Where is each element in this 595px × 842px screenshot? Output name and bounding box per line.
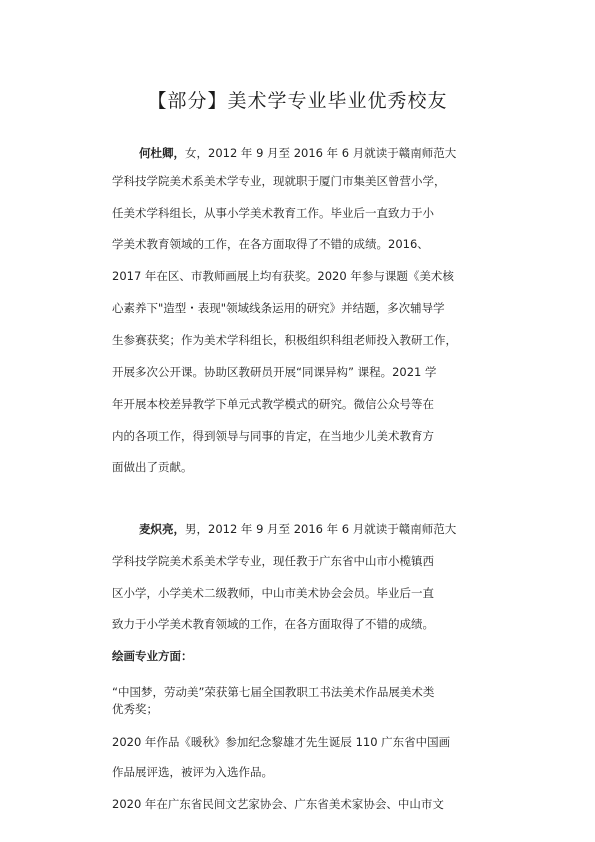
subheading: 绘画专业方面： bbox=[112, 649, 193, 663]
award-line: “中国梦，劳动美”荣获第七届全国教职工书法美术作品展美术类 bbox=[112, 685, 435, 699]
alumnus-name: 何杜卿， bbox=[139, 146, 185, 160]
paragraph-line: 生参赛获奖；作为美术学科组长，积极组织科组老师投入教研工作， bbox=[112, 333, 457, 347]
page-title: 【部分】美术学专业毕业优秀校友 bbox=[147, 90, 448, 112]
paragraph-line: 年开展本校差异教学下单元式教学模式的研究。微信公众号等在 bbox=[112, 397, 434, 411]
paragraph-line: 学美术教育领域的工作，在各方面取得了不错的成绩。2016、 bbox=[112, 237, 429, 251]
paragraph-line: 2017 年在区、市教师画展上均有获奖。2020 年参与课题《美术核 bbox=[112, 269, 454, 283]
paragraph-line: 心素养下"造型・表现"领域线条运用的研究》并结题，多次辅导学 bbox=[112, 301, 445, 315]
paragraph-line: 学科技学院美术系美术学专业，现任教于广东省中山市小榄镇西 bbox=[112, 554, 434, 568]
paragraph-line: 面做出了贡献。 bbox=[112, 460, 193, 474]
paragraph-line: 区小学，小学美术二级教师，中山市美术协会会员。毕业后一直 bbox=[112, 586, 434, 600]
paragraph-line: 开展多次公开课。协助区教研员开展“同课异构” 课程。2021 学 bbox=[112, 365, 437, 379]
paragraph-line: 内的各项工作，得到领导与同事的肯定，在当地少儿美术教育方 bbox=[112, 429, 434, 443]
section2-first-line bbox=[139, 522, 559, 536]
award-line: 作品展评选，被评为入选作品。 bbox=[112, 765, 273, 779]
award-line: 优秀奖； bbox=[112, 702, 158, 716]
award-line: 2020 年在广东省民间文艺家协会、广东省美术家协会、中山市文 bbox=[112, 797, 444, 811]
alumnus-name: 麦炽亮， bbox=[139, 522, 185, 536]
paragraph-line: 任美术学科组长，从事小学美术教育工作。毕业后一直致力于小 bbox=[112, 206, 434, 220]
paragraph-line: 学科技学院美术系美术学专业，现就职于厦门市集美区曾营小学， bbox=[112, 174, 446, 188]
paragraph-text: 女，2012 年 9 月至 2016 年 6 月就读于赣南师范大 bbox=[185, 146, 457, 160]
paragraph-line: 致力于小学美术教育领域的工作，在各方面取得了不错的成绩。 bbox=[112, 617, 434, 631]
award-line: 2020 年作品《暖秋》参加纪念黎雄才先生诞辰 110 广东省中国画 bbox=[112, 735, 451, 749]
paragraph-text: 男，2012 年 9 月至 2016 年 6 月就读于赣南师范大 bbox=[185, 522, 457, 536]
section1-first-line bbox=[139, 146, 559, 160]
